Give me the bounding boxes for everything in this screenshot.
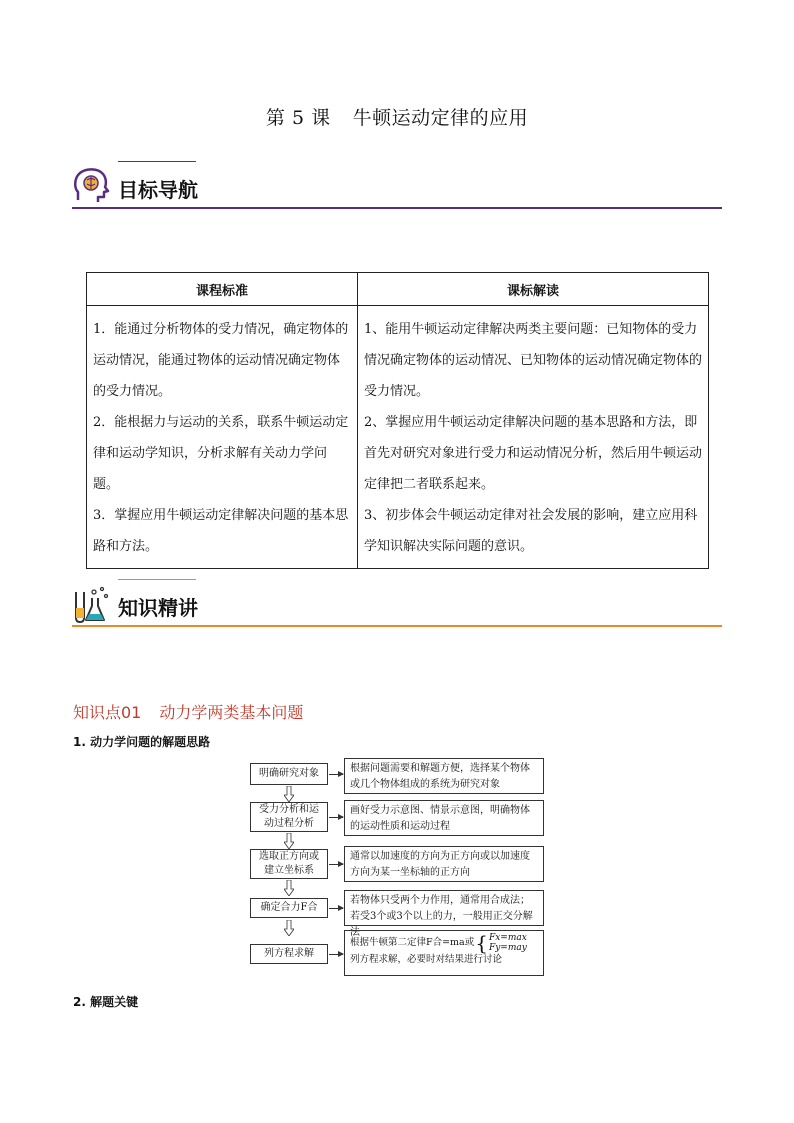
interpretation-item: 1、能用牛顿运动定律解决两类主要问题：已知物体的受力情况确定物体的运动情况、已知物体的运动情况确定物体的受力情况。 bbox=[364, 322, 703, 399]
formula-y: Fy=may bbox=[488, 943, 527, 953]
flow-description-box: 画好受力示意图、情景示意图，明确物体的运动性质和运动过程 bbox=[344, 800, 544, 836]
header-accent-line bbox=[118, 579, 196, 580]
flow-step-box bbox=[250, 802, 328, 832]
flow-step-label: 确定合力F合 bbox=[260, 902, 318, 913]
flow-description-box: 通常以加速度的方向为正方向或以加速度方向为某一坐标轴的正方向 bbox=[344, 846, 544, 882]
lab-flask-icon bbox=[72, 584, 112, 624]
table-cell-standards bbox=[87, 306, 358, 569]
flow-step-box bbox=[250, 849, 328, 879]
knowledge-point-title bbox=[73, 700, 303, 723]
head-brain-icon bbox=[72, 166, 112, 206]
flow-arrow-down bbox=[284, 833, 294, 849]
section-divider bbox=[72, 207, 722, 209]
lesson-name: 牛顿运动定律的应用 bbox=[352, 107, 529, 129]
lesson-number: 第 5 课 bbox=[265, 107, 331, 129]
flow-description-box: 若物体只受两个力作用，通常用合成法；若受3个或3个以上的力，一般用正交分解法 bbox=[344, 890, 544, 926]
knowledge-point-name: 动力学两类基本问题 bbox=[159, 703, 304, 722]
section-header-goal bbox=[72, 159, 722, 209]
section-header-knowledge bbox=[72, 577, 722, 627]
flow-step-label: 列方程求解 bbox=[264, 948, 314, 959]
flow-arrow-right bbox=[329, 774, 343, 775]
interpretation-item: 2、掌握应用牛顿运动定律解决问题的基本思路和方法，即首先对研究对象进行受力和运动情况分析，然后用牛顿运动定律把二者联系起来。 bbox=[364, 415, 703, 492]
section-title: 知识精讲 bbox=[118, 596, 198, 620]
flow-description-box: 根据问题需要和解题方便，选择某个物体或几个物体组成的系统为研究对象 bbox=[344, 758, 544, 794]
standard-item: 2．能根据力与运动的关系，联系牛顿运动定律和运动学知识，分析求解有关动力学问题。 bbox=[93, 415, 349, 492]
flow-arrow-down bbox=[284, 880, 294, 896]
section-divider bbox=[72, 625, 722, 627]
knowledge-point-number: 知识点01 bbox=[73, 703, 142, 722]
flow-arrow-down bbox=[284, 920, 294, 936]
flow-step-box bbox=[250, 944, 328, 964]
flow-arrow-right bbox=[329, 864, 343, 865]
flow-step-label: 明确研究对象 bbox=[259, 768, 319, 779]
header-accent-line bbox=[118, 161, 196, 162]
flow-arrow-down bbox=[284, 786, 294, 802]
interpretation-item: 3、初步体会牛顿运动定律对社会发展的影响，建立应用科学知识解决实际问题的意识。 bbox=[364, 508, 698, 554]
flow-step-label: 受力分析和运动过程分析 bbox=[259, 804, 319, 829]
sub-heading-approach: 1. 动力学问题的解题思路 bbox=[73, 735, 211, 749]
flow-arrow-right bbox=[329, 817, 343, 818]
table-header-row bbox=[87, 273, 709, 306]
formula-x: Fx=max bbox=[488, 933, 527, 943]
flow-step-box bbox=[250, 763, 328, 785]
standards-table bbox=[86, 272, 709, 569]
standard-item: 1．能通过分析物体的受力情况，确定物体的运动情况，能通过物体的运动情况确定物体的受力情况。 bbox=[93, 322, 349, 399]
section-title: 目标导航 bbox=[118, 178, 198, 202]
table-row bbox=[87, 306, 709, 569]
flow-description-text: 根据牛顿第二定律F合=ma或 bbox=[350, 937, 475, 948]
flow-arrow-right bbox=[329, 908, 343, 909]
standard-item: 3．掌握应用牛顿运动定律解决问题的基本思路和方法。 bbox=[93, 508, 349, 554]
table-cell-interpretation bbox=[358, 306, 709, 569]
flow-arrow-right bbox=[329, 954, 343, 955]
flow-step-label: 选取正方向或建立坐标系 bbox=[259, 851, 319, 876]
flow-step-box bbox=[250, 898, 328, 918]
flow-description-text: 列方程求解，必要时对结果进行讨论 bbox=[350, 954, 503, 965]
sub-heading-key: 2. 解题关键 bbox=[73, 995, 139, 1009]
column-header: 课程标准 bbox=[87, 273, 358, 306]
flow-description-box: 根据牛顿第二定律F合=ma或 { Fx=max Fy=may 列方程求解，必要时对结果进行讨论 bbox=[344, 930, 544, 976]
column-header: 课标解读 bbox=[358, 273, 709, 306]
page-title bbox=[0, 103, 794, 130]
